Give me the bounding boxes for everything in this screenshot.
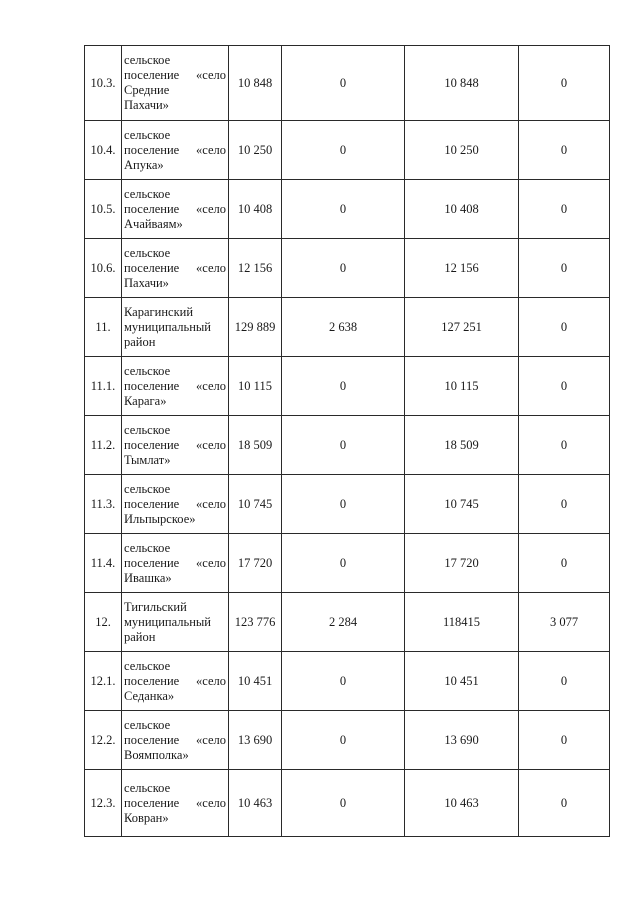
col3-value: 13 690 [405, 711, 519, 770]
total-value: 10 408 [229, 180, 282, 239]
total-value: 13 690 [229, 711, 282, 770]
col3-value: 17 720 [405, 534, 519, 593]
row-number: 11.2. [85, 416, 122, 475]
row-number: 10.6. [85, 239, 122, 298]
col2-value: 0 [282, 652, 405, 711]
row-number: 11.3. [85, 475, 122, 534]
col4-value: 0 [519, 534, 610, 593]
table-row [85, 770, 610, 837]
row-number: 12.2. [85, 711, 122, 770]
col4-value: 0 [519, 416, 610, 475]
table-row [85, 180, 610, 239]
table-row [85, 711, 610, 770]
table-row [85, 298, 610, 357]
total-value: 18 509 [229, 416, 282, 475]
col3-value: 10 463 [405, 770, 519, 837]
entity-name: сельское поселение «село Средние Пахачи» [122, 46, 229, 121]
col4-value: 0 [519, 239, 610, 298]
col3-value: 127 251 [405, 298, 519, 357]
col2-value: 2 284 [282, 593, 405, 652]
row-number: 12.3. [85, 770, 122, 837]
col4-value: 0 [519, 652, 610, 711]
col2-value: 0 [282, 357, 405, 416]
col2-value: 0 [282, 239, 405, 298]
total-value: 123 776 [229, 593, 282, 652]
col3-value: 10 115 [405, 357, 519, 416]
col3-value: 10 451 [405, 652, 519, 711]
entity-name: сельское поселение «село Ковран» [122, 770, 229, 837]
row-number: 10.5. [85, 180, 122, 239]
table-row [85, 416, 610, 475]
col2-value: 0 [282, 770, 405, 837]
col4-value: 0 [519, 770, 610, 837]
col2-value: 0 [282, 180, 405, 239]
table-row [85, 652, 610, 711]
table-row [85, 239, 610, 298]
total-value: 10 250 [229, 121, 282, 180]
col2-value: 2 638 [282, 298, 405, 357]
col2-value: 0 [282, 534, 405, 593]
col2-value: 0 [282, 475, 405, 534]
col4-value: 3 077 [519, 593, 610, 652]
total-value: 10 463 [229, 770, 282, 837]
entity-name: сельское поселение «село Ачайваям» [122, 180, 229, 239]
col4-value: 0 [519, 711, 610, 770]
row-number: 10.4. [85, 121, 122, 180]
row-number: 11.1. [85, 357, 122, 416]
col3-value: 10 848 [405, 46, 519, 121]
entity-name: сельское поселение «село Ильпырское» [122, 475, 229, 534]
col4-value: 0 [519, 475, 610, 534]
total-value: 10 451 [229, 652, 282, 711]
col3-value: 12 156 [405, 239, 519, 298]
row-number: 12.1. [85, 652, 122, 711]
col4-value: 0 [519, 46, 610, 121]
entity-name: сельское поселение «село Ивашка» [122, 534, 229, 593]
total-value: 129 889 [229, 298, 282, 357]
col3-value: 18 509 [405, 416, 519, 475]
row-number: 12. [85, 593, 122, 652]
total-value: 10 115 [229, 357, 282, 416]
entity-name: сельское поселение «село Апука» [122, 121, 229, 180]
row-number: 11. [85, 298, 122, 357]
entity-name: сельское поселение «село Воямполка» [122, 711, 229, 770]
col3-value: 10 250 [405, 121, 519, 180]
col4-value: 0 [519, 180, 610, 239]
entity-name: сельское поселение «село Карага» [122, 357, 229, 416]
col2-value: 0 [282, 416, 405, 475]
total-value: 10 848 [229, 46, 282, 121]
col2-value: 0 [282, 711, 405, 770]
col2-value: 0 [282, 46, 405, 121]
col2-value: 0 [282, 121, 405, 180]
row-number: 11.4. [85, 534, 122, 593]
entity-name: сельское поселение «село Пахачи» [122, 239, 229, 298]
table-row [85, 475, 610, 534]
table-row [85, 46, 610, 121]
col3-value: 10 408 [405, 180, 519, 239]
col4-value: 0 [519, 121, 610, 180]
table-row [85, 534, 610, 593]
col3-value: 118415 [405, 593, 519, 652]
budget-table [84, 45, 610, 837]
col3-value: 10 745 [405, 475, 519, 534]
table-row [85, 357, 610, 416]
col4-value: 0 [519, 357, 610, 416]
table-row [85, 121, 610, 180]
entity-name: сельское поселение «село Тымлат» [122, 416, 229, 475]
table-row [85, 593, 610, 652]
row-number: 10.3. [85, 46, 122, 121]
entity-name: Тигильский муниципальный район [122, 593, 229, 652]
total-value: 10 745 [229, 475, 282, 534]
total-value: 17 720 [229, 534, 282, 593]
total-value: 12 156 [229, 239, 282, 298]
col4-value: 0 [519, 298, 610, 357]
entity-name: сельское поселение «село Седанка» [122, 652, 229, 711]
entity-name: Карагинский муниципальный район [122, 298, 229, 357]
